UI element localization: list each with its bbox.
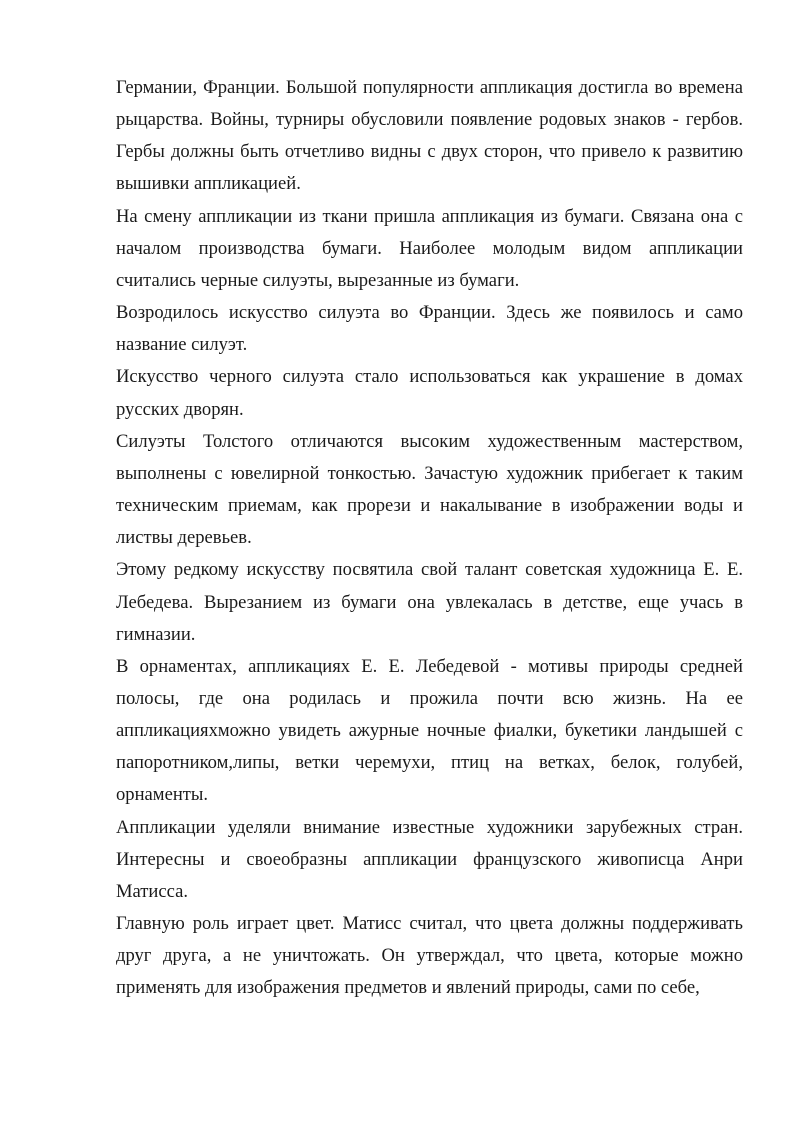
paragraph-paper-applique: На смену аппликации из ткани пришла аппликация из бумаги. Связана она с началом производства бумаги. Наиболее молодым видом аппликации считались черные силуэты, вырезанные из бумаги. xyxy=(116,205,743,291)
paragraph-tolstoy-silhouettes: Силуэты Толстого отличаются высоким художественным мастерством, выполнены с ювелирной тонкостью. Зачастую художник прибегает к таким техническим приемам, как прорези и накалывание в изображении воды и листвы деревьев. xyxy=(116,430,743,549)
paragraph-heraldry: Германии, Франции. Большой популярности аппликация достигла во времена рыцарства. Войны, турниры обусловили появление родовых знаков - гербов. Гербы должны быть отчетливо видны с двух сторон, что привело к развитию вышивки аппликацией. xyxy=(116,77,743,195)
paragraph-foreign-artists: Аппликации уделяли внимание известные художники зарубежных стран. Интересны и своеобразны аппликации французского живописца Анри Матисса. xyxy=(116,816,743,902)
paragraph-russian-nobility: Искусство черного силуэта стало использоваться как украшение в домах русских дворян. xyxy=(116,366,743,420)
document-body xyxy=(116,72,743,1005)
paragraph-matisse-color: Главную роль играет цвет. Матисс считал, что цвета должны поддерживать друг друга, а не уничтожать. Он утверждал, что цвета, которые можно применять для изображения предметов и явлений природы, сами по себе, xyxy=(116,913,743,999)
paragraph-lebedeva: Этому редкому искусству посвятила свой талант советская художница Е. Е. Лебедева. Вырезанием из бумаги она увлекалась в детстве, еще учась в гимназии. xyxy=(116,559,743,645)
paragraph-silhouette-france: Возродилось искусство силуэта во Франции. Здесь же появилось и само название силуэт. xyxy=(116,302,743,356)
paragraph-lebedeva-ornaments: В орнаментах, аппликациях Е. Е. Лебедевой - мотивы природы средней полосы, где она родилась и прожила почти всю жизнь. На ее аппликацияхможно увидеть ажурные ночные фиалки, букетики ландышей с папоротником,липы, ветки черемухи, птиц на ветках, белок, голубей, орнаменты. xyxy=(116,655,743,806)
